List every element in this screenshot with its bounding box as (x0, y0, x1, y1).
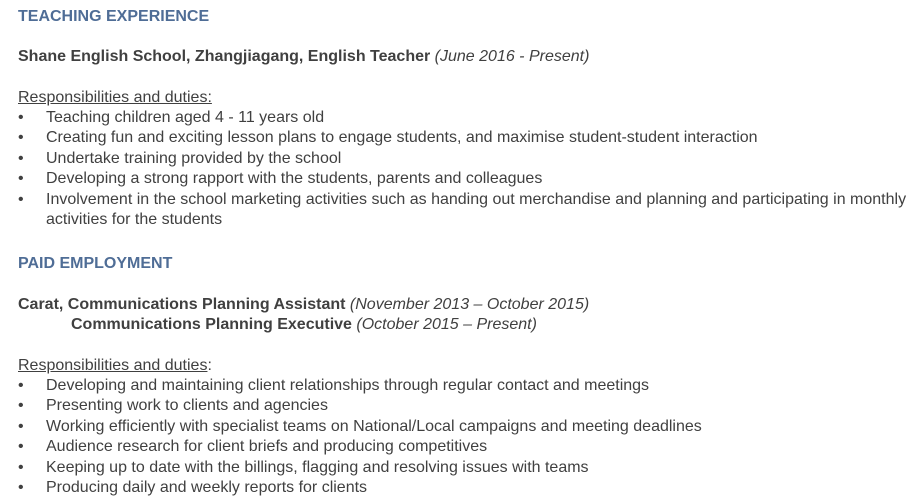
carat-job-dates-2: (October 2015 – Present) (356, 316, 537, 333)
teaching-job-line (18, 47, 589, 67)
carat-job-line-1 (18, 295, 589, 315)
paid-responsibilities-colon: : (207, 357, 212, 374)
carat-job-line-2 (71, 315, 537, 335)
list-item: • Developing a strong rapport with the students, parents and colleagues (18, 169, 908, 189)
list-item: • Working efficiently with specialist teams on National/Local campaigns and meeting deadlines (18, 417, 908, 437)
teaching-job-dates: (June 2016 - Present) (434, 48, 590, 65)
carat-job-role-1: Carat, Communications Planning Assistant (18, 296, 346, 313)
carat-job-role-2: Communications Planning Executive (71, 316, 352, 333)
paid-responsibilities-heading (18, 356, 212, 376)
list-item: • Creating fun and exciting lesson plans to engage students, and maximise student-student interaction (18, 128, 908, 148)
list-item: • Presenting work to clients and agencies (18, 396, 908, 416)
list-item: • Keeping up to date with the billings, flagging and resolving issues with teams (18, 458, 908, 478)
paid-employment-heading: PAID EMPLOYMENT (18, 255, 173, 272)
paid-responsibilities-heading-text: Responsibilities and duties (18, 357, 208, 374)
list-item: • Involvement in the school marketing activities such as handing out merchandise and planning and participating in monthly activities for the students (18, 190, 908, 231)
teaching-experience-heading: TEACHING EXPERIENCE (18, 8, 210, 25)
carat-job-dates-1: (November 2013 – October 2015) (349, 296, 590, 313)
list-item: • Undertake training provided by the school (18, 149, 908, 169)
paid-duties-list (18, 376, 908, 498)
list-item: • Teaching children aged 4 - 11 years old (18, 108, 908, 128)
teaching-job-role: Shane English School, Zhangjiagang, English Teacher (18, 48, 431, 65)
list-item: • Audience research for client briefs and producing competitives (18, 437, 908, 457)
list-item: • Developing and maintaining client relationships through regular contact and meetings (18, 376, 908, 396)
list-item: • Producing daily and weekly reports for clients (18, 478, 908, 498)
teaching-duties-list (18, 108, 908, 230)
teaching-responsibilities-heading: Responsibilities and duties: (18, 89, 212, 106)
